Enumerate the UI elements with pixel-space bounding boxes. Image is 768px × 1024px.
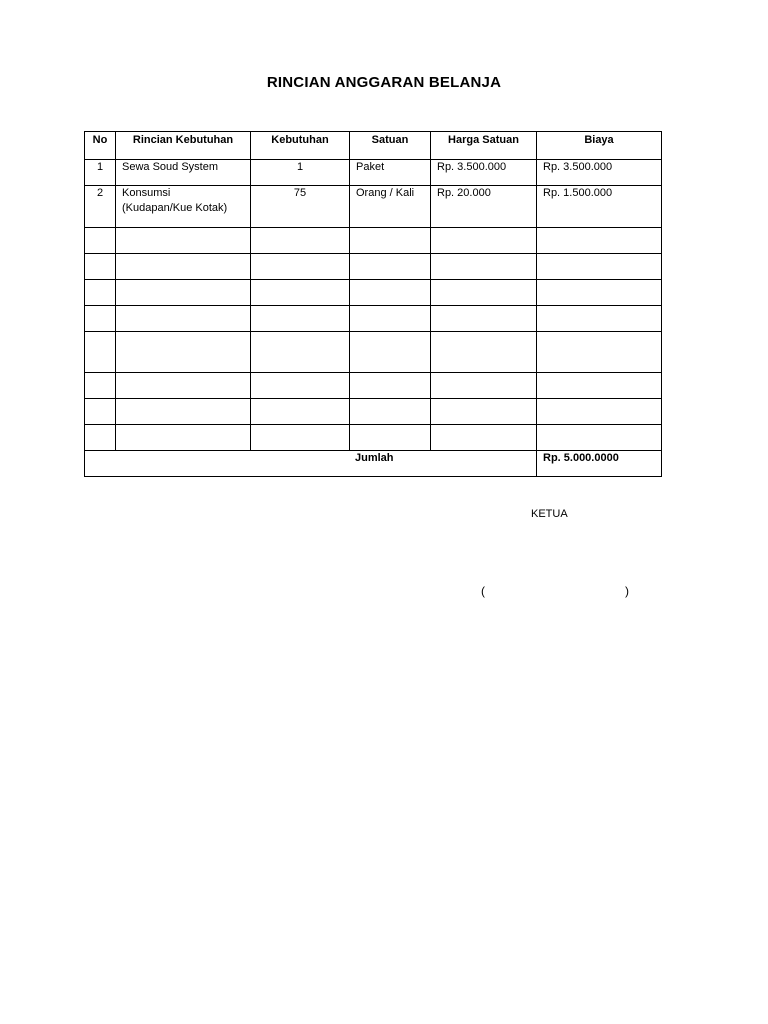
cell-rincian (116, 186, 251, 228)
signature-paren-open: ( (481, 584, 485, 598)
total-value: Rp. 5.000.0000 (537, 451, 662, 477)
empty-row (85, 425, 662, 451)
empty-row (85, 332, 662, 373)
table-row (85, 186, 662, 228)
cell-kebutuhan: 1 (251, 160, 350, 186)
cell-biaya: Rp. 3.500.000 (537, 160, 662, 186)
empty-row (85, 228, 662, 254)
table-row (85, 160, 662, 186)
header-biaya: Biaya (537, 132, 662, 160)
total-row (85, 451, 662, 477)
empty-row (85, 373, 662, 399)
cell-no: 2 (85, 186, 116, 228)
cell-rincian: Sewa Soud System (116, 160, 251, 186)
budget-table (84, 131, 662, 477)
cell-rincian-line1: Konsumsi (122, 187, 171, 199)
cell-kebutuhan: 75 (251, 186, 350, 228)
table-header-row (85, 132, 662, 160)
cell-harga-satuan: Rp. 20.000 (431, 186, 537, 228)
cell-satuan: Orang / Kali (350, 186, 431, 228)
header-kebutuhan: Kebutuhan (251, 132, 350, 160)
cell-no: 1 (85, 160, 116, 186)
signature-role: KETUA (531, 508, 568, 520)
empty-row (85, 399, 662, 425)
header-harga-satuan: Harga Satuan (431, 132, 537, 160)
cell-satuan: Paket (350, 160, 431, 186)
empty-row (85, 306, 662, 332)
header-satuan: Satuan (350, 132, 431, 160)
cell-rincian-line2: (Kudapan/Kue Kotak) (122, 202, 228, 214)
header-no: No (85, 132, 116, 160)
empty-row (85, 254, 662, 280)
total-label: Jumlah (85, 451, 537, 477)
cell-harga-satuan: Rp. 3.500.000 (431, 160, 537, 186)
empty-row (85, 280, 662, 306)
header-rincian-kebutuhan: Rincian Kebutuhan (116, 132, 251, 160)
document-title: RINCIAN ANGGARAN BELANJA (266, 74, 502, 91)
cell-biaya: Rp. 1.500.000 (537, 186, 662, 228)
signature-paren-close: ) (625, 584, 629, 598)
